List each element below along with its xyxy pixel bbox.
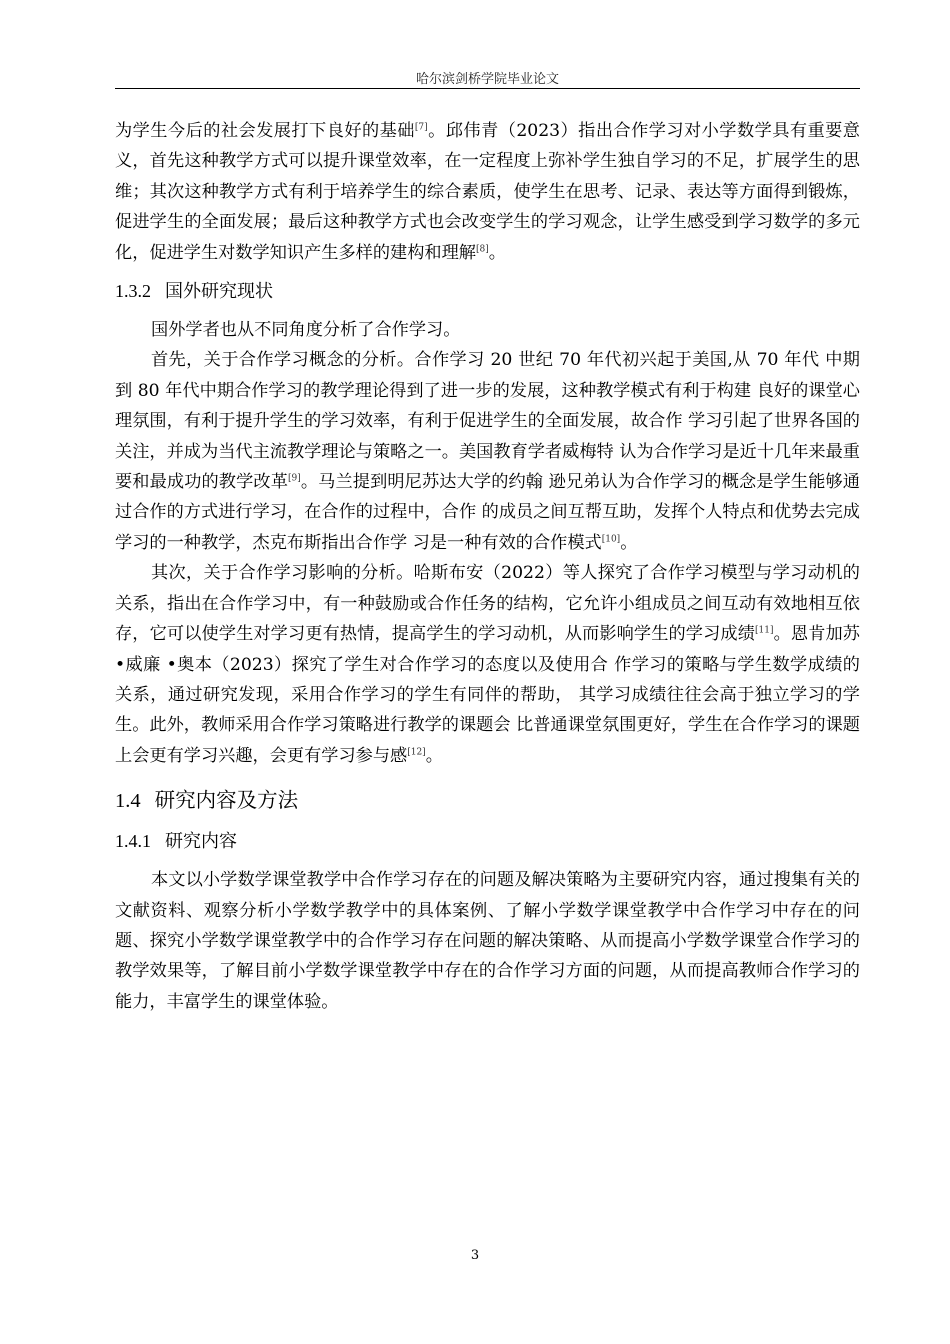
citation-9: [9] [288,473,301,484]
section-number: 1.4.1 [115,831,151,852]
paragraph-3 [115,345,860,558]
paragraph-1 [115,116,860,268]
section-number: 1.4 [115,790,141,813]
page-number: 3 [470,1248,480,1263]
citation-8: [8] [475,243,489,254]
citation-12: [12] [407,746,426,757]
header-rule [115,88,860,89]
paragraph-3-text-c: 。 [620,532,638,553]
citation-7: [7] [414,122,428,133]
paragraph-4 [115,558,860,771]
citation-10: [10] [601,534,621,545]
paragraph-5: 本文以小学数学课堂教学中合作学习存在的问题及解决策略为主要研究内容，通过搜集有关的文献资料、观察分析小学数学教学中的具体案例、了解小学数学课堂教学中合作学习中存在的问题、探究小学数学课堂教学中的合作学习存在问题的解决策略、从而提高小学数学课堂合作学习的教学效果等，了解目前小学数学课堂教学中存在的合作学习方面的问题，从而提高教师合作学习的能力，丰富学生的课堂体验。 [115,870,860,1012]
paragraph-3-text-a: 首先，关于合作学习概念的分析。合作学习 20 世纪 70 年代初兴起于美国,从 70 年代 中期到 80 年代中期合作学习的教学理论得到了进一步的发展，这种教学模式有利于构建 良好的课堂心理氛围，有利于提升学生的学习效率，有利于促进学生的全面发展，故合作 学习引起了世界各国的关注，并成为当代主流教学理论与策略之一。美国教育学者威梅特 认为合作学习是近十几年来最重要和最成功的教学改革 [115,350,860,493]
paragraph-2: 国外学者也从不同角度分析了合作学习。 [151,320,461,341]
section-title: 研究内容及方法 [154,788,299,813]
paragraph-1-text-c: 。 [488,242,506,263]
section-number: 1.3.2 [115,281,151,302]
section-heading-1-4-1 [115,826,860,857]
paragraph-4-text-c: 。 [425,745,443,766]
paragraph-1-text-a: 为学生今后的社会发展打下良好的基础 [115,121,415,141]
paragraph-3-text-b: 。马兰提到明尼苏达大学的约翰 逊兄弟认为合作学习的概念是学生能够通过合作的方式进行学习，在合作的过程中，合作 的成员之间互帮互助，发挥个人特点和优势去完成学习的一种教学，杰克布斯指出合作学 习是一种有效的合作模式 [115,472,860,553]
page-body [115,116,860,1017]
section-heading-1-3-2 [115,276,860,307]
section-title: 国外研究现状 [165,281,273,303]
section-heading-1-4 [115,785,860,816]
paragraph-4-text-a: 其次，关于合作学习影响的分析。哈斯布安（2022）等人探究了合作学习模型与学习动机的关系，指出在合作学习中，有一种鼓励或合作任务的结构，它允许小组成员之间互动有效地相互依存，它可以使学生对学习更有热情，提高学生的学习动机，从而影响学生的学习成绩 [115,563,860,645]
paragraph-4-text-b: 。恩肯加苏 •威廉 •奥本（2023）探究了学生对合作学习的态度以及使用合 作学习的策略与学生数学成绩的关系，通过研究发现，采用合作学习的学生有同伴的帮助， 其学习成绩往往会高于独立学习的学生。此外，教师采用合作学习策略进行教学的课题会 比普通课堂氛围更好，学生在合作学习的课题上会更有学习兴趣，会更有学习参与感 [115,624,860,766]
citation-11: [11] [755,625,774,636]
section-title: 研究内容 [165,831,237,853]
running-header: 哈尔滨剑桥学院毕业论文 [415,72,559,87]
paragraph-1-text-b: 。邱伟青（2023）指出合作学习对小学数学具有重要意义，首先这种教学方式可以提升课堂效率，在一定程度上弥补学生独自学习的不足，扩展学生的思维；其次这种教学方式有利于培养学生的综合素质，使学生在思考、记录、表达等方面得到锻炼，促进学生的全面发展；最后这种教学方式也会改变学生的学习观念，让学生感受到学习数学的多元化，促进学生对数学知识产生多样的建构和理解 [115,121,860,263]
